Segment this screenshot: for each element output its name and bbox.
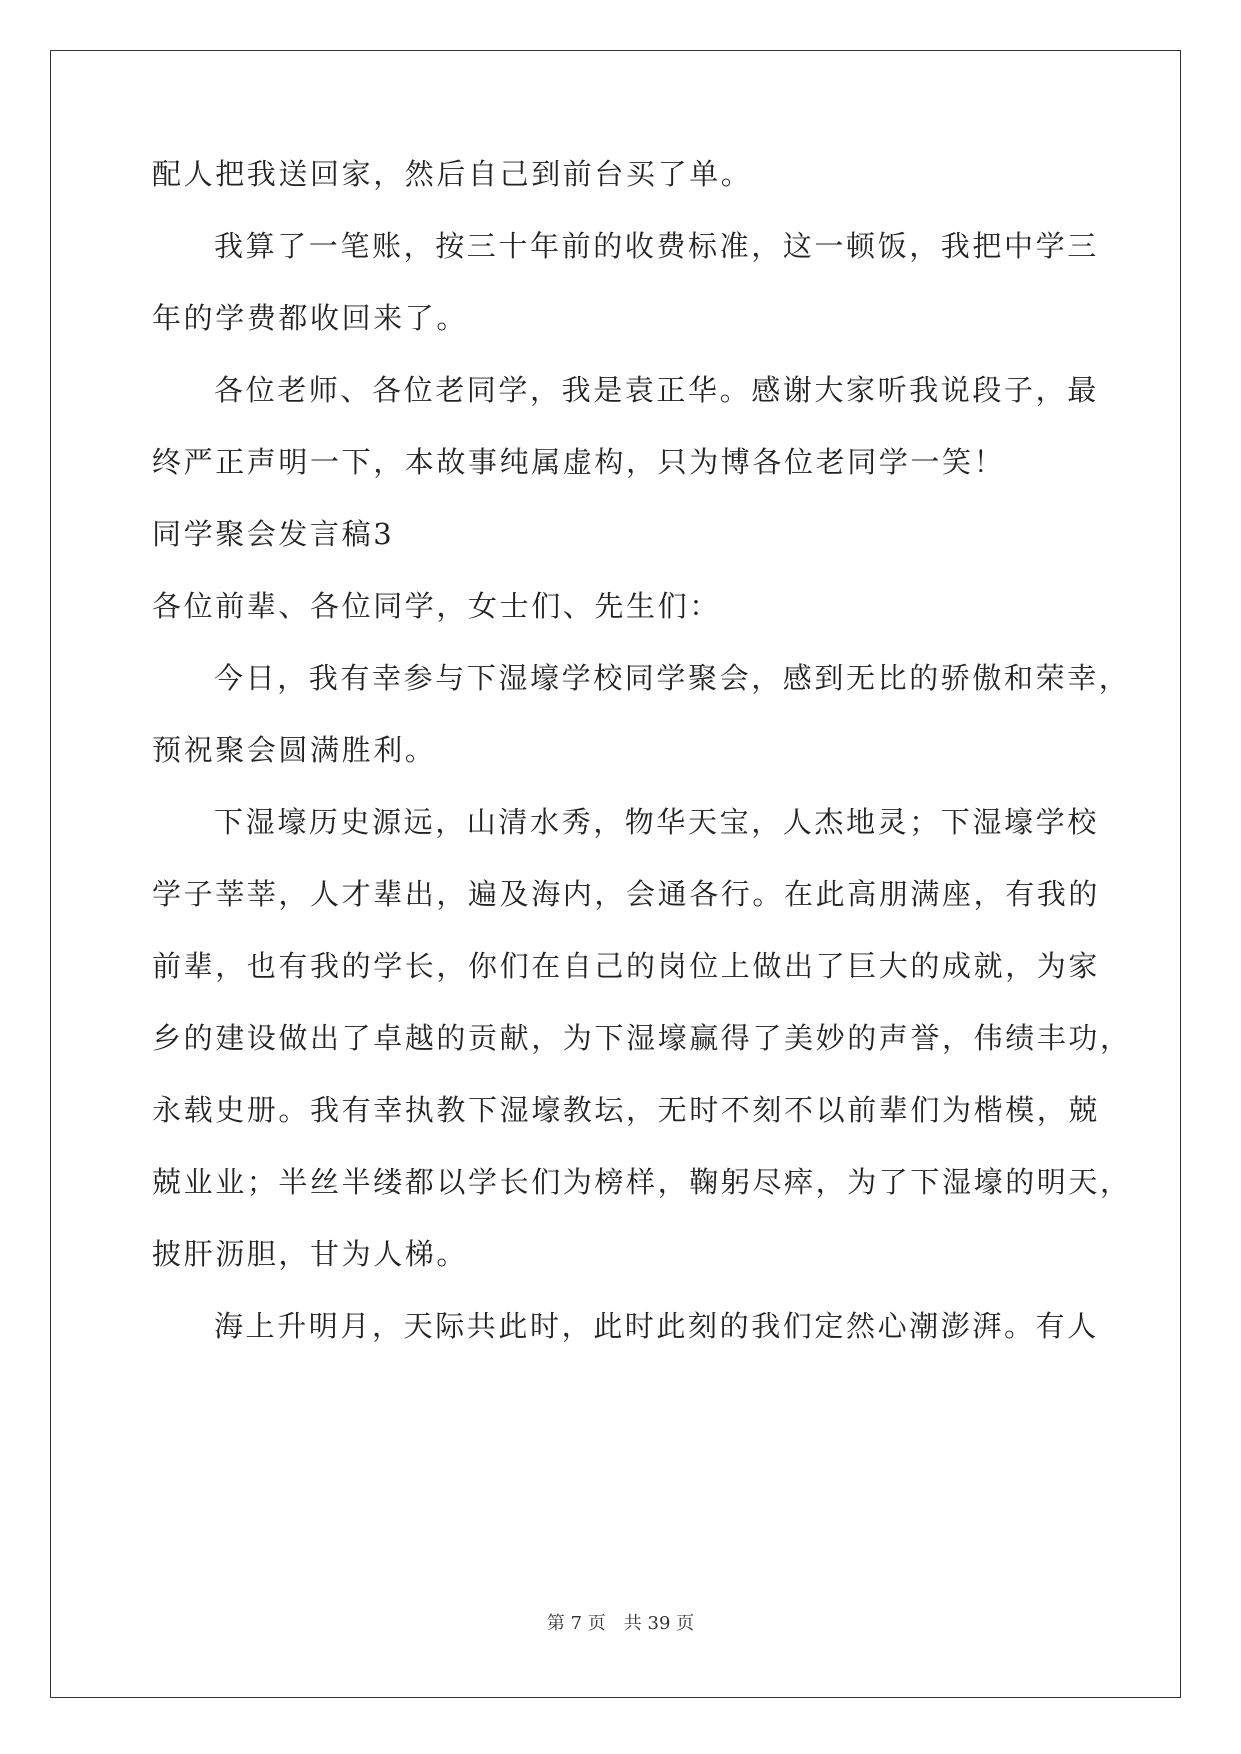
text-line: 前辈，也有我的学长，你们在自己的岗位上做出了巨大的成就，为家: [152, 949, 1101, 983]
text-line: 永载史册。我有幸执教下湿壕教坛，无时不刻不以前辈们为楷模，兢: [152, 1093, 1101, 1127]
text-line: 学子莘莘，人才辈出，遍及海内，会通各行。在此高朋满座，有我的: [152, 877, 1101, 911]
text-line: 披肝沥胆，甘为人梯。: [152, 1237, 469, 1271]
paragraph-line: 今日，我有幸参与下湿壕学校同学聚会，感到无比的骄傲和荣幸，: [214, 661, 1131, 695]
text-line: 终严正声明一下，本故事纯属虚构，只为博各位老同学一笑！: [152, 445, 1006, 479]
paragraph-line: 海上升明月，天际共此时，此时此刻的我们定然心潮澎湃。有人: [214, 1309, 1099, 1343]
text-line-continuation: 配人把我送回家，然后自己到前台买了单。: [152, 157, 753, 191]
text-line: 年的学费都收回来了。: [152, 301, 469, 335]
page-number: 第 7 页: [546, 1613, 606, 1634]
salutation: 各位前辈、各位同学，女士们、先生们：: [152, 589, 721, 623]
section-heading: 同学聚会发言稿3: [152, 517, 395, 551]
text-line: 预祝聚会圆满胜利。: [152, 733, 437, 767]
paragraph-line: 我算了一笔账，按三十年前的收费标准，这一顿饭，我把中学三: [214, 229, 1099, 263]
page-footer: [0, 1612, 1241, 1636]
text-line: 兢业业；半丝半缕都以学长们为榜样，鞠躬尽瘁，为了下湿壕的明天，: [152, 1165, 1132, 1199]
total-pages: 共 39 页: [623, 1613, 695, 1634]
text-line: 乡的建设做出了卓越的贡献，为下湿壕赢得了美妙的声誉，伟绩丰功，: [152, 1021, 1132, 1055]
paragraph-line: 各位老师、各位老同学，我是袁正华。感谢大家听我说段子，最: [214, 373, 1099, 407]
paragraph-line: 下湿壕历史源远，山清水秀，物华天宝，人杰地灵；下湿壕学校: [214, 805, 1099, 839]
